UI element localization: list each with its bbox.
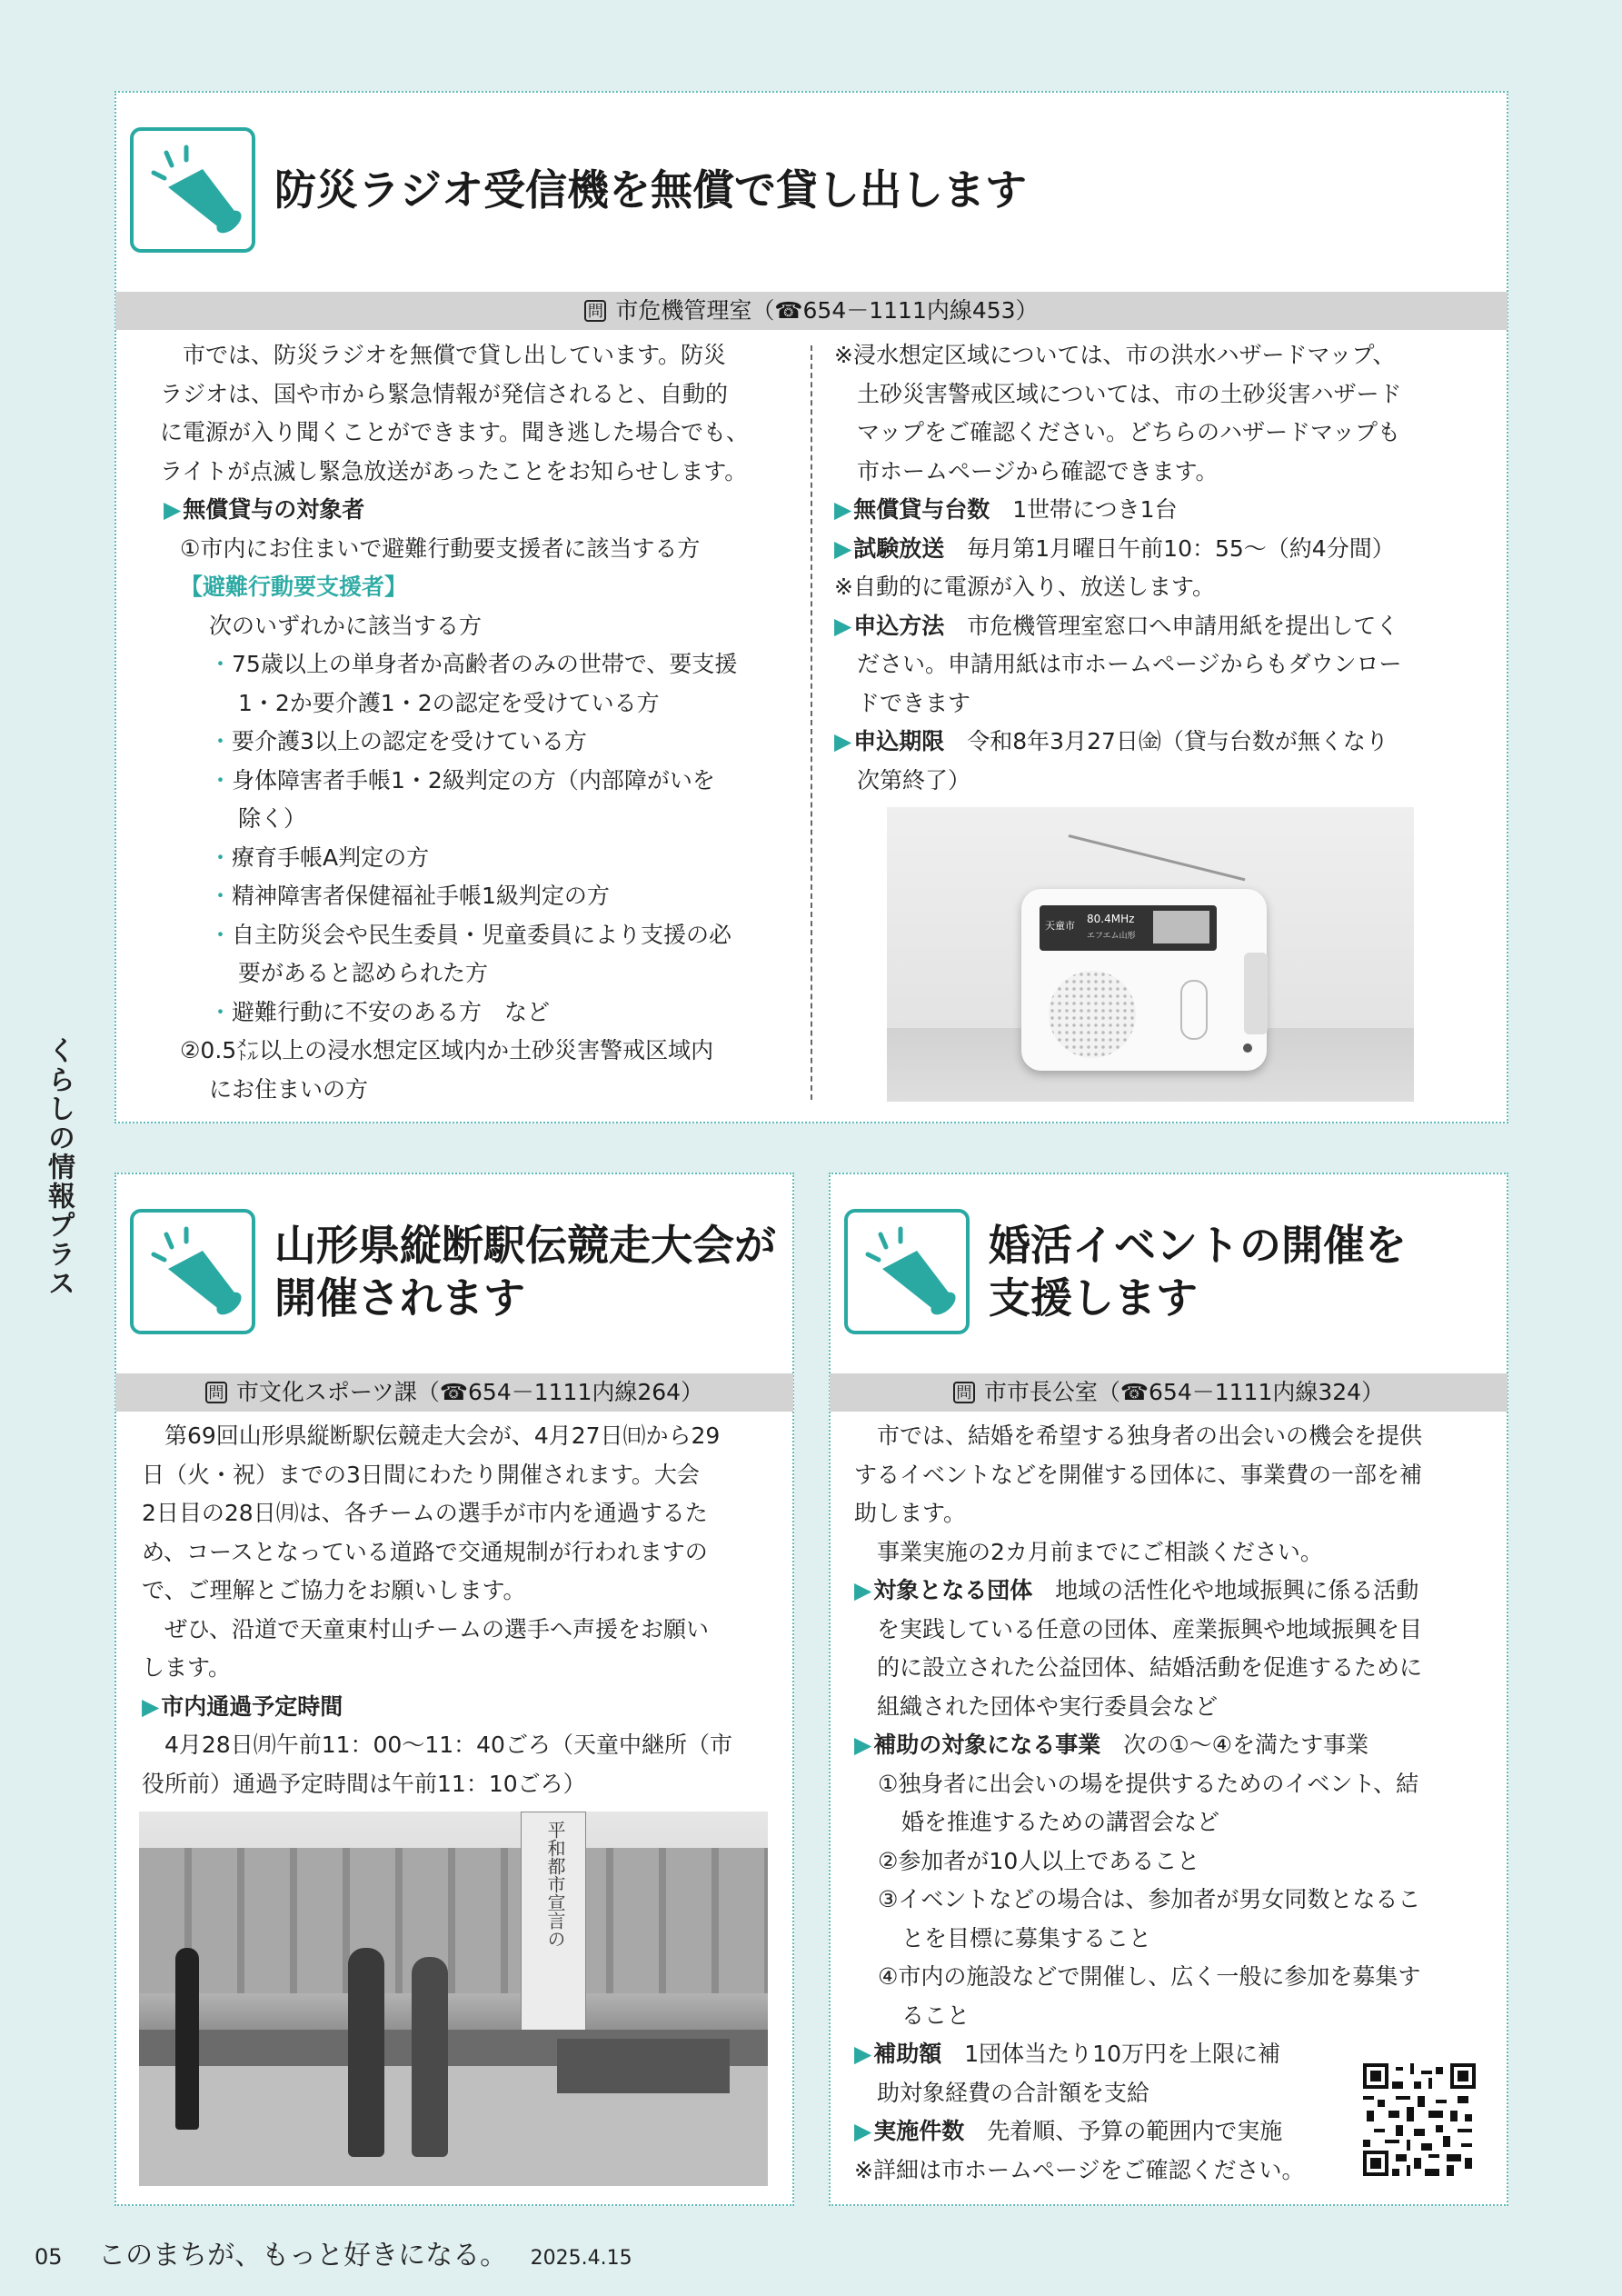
inquiry-icon: 問 <box>953 1382 975 1403</box>
footer-slogan: このまちが、もっと好きになる。 <box>98 2240 508 2271</box>
ekiden-body-line: 日（火・祝）までの3日間にわたり開催されます。大会 <box>142 1461 700 1488</box>
bullet-item: ・ 75歳以上の単身者か高齢者のみの世帯で、要支援 <box>160 645 807 684</box>
test-line: ▶ 試験放送 毎月第1月曜日午前10：55～（約4分間） <box>834 530 1488 569</box>
speaker-grille <box>1049 971 1136 1058</box>
runner-figure <box>412 1957 448 2157</box>
bullet-item-cont: 要があると認められた方 <box>238 960 489 986</box>
ekiden-body-line: します。 <box>142 1654 232 1681</box>
ekiden-title: 山形県縦断駅伝競走大会が 開催されます <box>274 1221 776 1323</box>
auto-power-note: ※自動的に電源が入り、放送します。 <box>834 574 1215 600</box>
runner-figure <box>348 1948 384 2157</box>
bullet-item-cont: 除く） <box>238 805 307 832</box>
megaphone-icon <box>844 1209 970 1334</box>
target-item-1: ①市内にお住まいで避難行動要支援者に該当する方 <box>180 534 701 562</box>
ekiden-body-line: 第69回山形県縦断駅伝競走大会が、4月27日㈰から29 <box>164 1423 721 1449</box>
inquiry-icon: 問 <box>584 300 606 322</box>
apply-line-cont: ださい。申請用紙は市ホームページからもダウンロー <box>857 651 1402 677</box>
time-line: 4月28日㈪午前11：00～11：40ごろ（天童中継所（市 <box>164 1732 732 1758</box>
support-bracket-label: 【避難行動要支援者】 <box>180 574 408 600</box>
radio-intro-line: に電源が入り聞くことができます。聞き逃した場合でも、 <box>160 419 750 445</box>
radio-photo <box>887 807 1414 1102</box>
apply-line: ▶ 申込方法 市危機管理室窓口へ申請用紙を提出してく <box>834 607 1488 646</box>
konkatsu-contact-text: 市市長公室（☎654－1111内線324） <box>983 1379 1385 1405</box>
hazard-note-line: 市ホームページから確認できます。 <box>857 457 1219 484</box>
bullet-item-cont: 1・2か要介護1・2の認定を受けている方 <box>238 689 660 716</box>
ekiden-body-line: ぜひ、沿道で天童東村山チームの選手へ声援をお願い <box>164 1615 710 1642</box>
project-item-cont: とを目標に募集すること <box>901 1924 1152 1952</box>
column-divider <box>811 345 812 1100</box>
megaphone-icon <box>130 1209 255 1334</box>
ekiden-body-line: で、ご理解とご協力をお願いします。 <box>142 1577 526 1603</box>
ekiden-photo <box>139 1812 768 2186</box>
radio-brand-label: 天童市 <box>1045 920 1075 932</box>
project-line: ▶ 補助の対象になる事業 次の①～④を満たす事業 <box>854 1726 1490 1765</box>
target-line: ▶ 対象となる団体 地域の活性化や地域振興に係る活動 <box>854 1572 1490 1611</box>
radio-freq-label: 80.4MHz <box>1087 913 1135 925</box>
project-item-cont: ること <box>901 2002 970 2029</box>
count-line: ▶ 実施件数 先着順、予算の範囲内で実施 <box>854 2112 1490 2151</box>
ekiden-sign-text: 平和都市宣言の <box>544 1821 566 1948</box>
ekiden-body-line: め、コースとなっている道路で交通規制が行われますの <box>142 1538 708 1565</box>
bullet-item: ・ 精神障害者保健福祉手帳1級判定の方 <box>160 877 807 916</box>
target-item-2: ②0.5㍍以上の浸水想定区域内か土砂災害警戒区域内 <box>180 1037 714 1063</box>
project-item: ③イベントなどの場合は、参加者が男女同数となるこ <box>878 1886 1421 1912</box>
project-item: ①独身者に出会いの場を提供するためのイベント、結 <box>878 1770 1419 1797</box>
footer-date: 2025.4.15 <box>530 2247 632 2270</box>
footer <box>35 2232 761 2272</box>
konkatsu-title: 婚活イベントの開催を 支援します <box>989 1221 1407 1323</box>
radio-device <box>1021 889 1267 1071</box>
inquiry-icon: 問 <box>205 1382 227 1403</box>
ekiden-contact-text: 市文化スポーツ課（☎654－1111内線264） <box>235 1379 704 1405</box>
target-line-cont: を実践している任意の団体、産業振興や地域振興を目 <box>877 1615 1423 1642</box>
radio-contact <box>115 292 1508 330</box>
consult-line: 事業実施の2カ月前までにご相談ください。 <box>877 1538 1323 1565</box>
side-label: くらしの情報プラス <box>43 1036 75 1298</box>
radio-sub-label: エフエム山形 <box>1087 932 1136 941</box>
konkatsu-intro-line: するイベントなどを開催する団体に、事業費の一部を補 <box>854 1461 1423 1488</box>
bullet-item: ・ 自主防災会や民生委員・児童委員により支援の必 <box>160 916 807 955</box>
radio-contact-text: 市危機管理室（☎654－1111内線453） <box>615 297 1039 324</box>
megaphone-icon <box>130 127 255 253</box>
konkatsu-contact <box>830 1373 1508 1412</box>
amount-line: ▶ 補助額 1団体当たり10万円を上限に補 <box>854 2035 1490 2074</box>
bullet-item: ・ 療育手帳A判定の方 <box>160 839 807 878</box>
radio-left-column <box>160 336 807 1109</box>
target-line-cont: 組織された団体や実行委員会など <box>877 1692 1219 1720</box>
time-heading: ▶ 市内通過予定時間 <box>142 1688 778 1727</box>
hazard-note-line: 土砂災害警戒区域については、市の土砂災害ハザード <box>857 380 1402 407</box>
qr-code[interactable] <box>1363 2063 1476 2176</box>
detail-note: ※詳細は市ホームページをご確認ください。 <box>854 2156 1305 2183</box>
radio-intro-line: ラジオは、国や市から緊急情報が発信されると、自動的 <box>160 380 729 407</box>
any-of-label: 次のいずれかに該当する方 <box>209 612 483 639</box>
amount-line-cont: 助対象経費の合計額を支給 <box>877 2079 1150 2106</box>
project-item: ②参加者が10人以上であること <box>878 1847 1200 1874</box>
bullet-item: ・ 避難行動に不安のある方 など <box>160 993 807 1033</box>
radio-intro-line: 市では、防災ラジオを無償で貸し出しています。防災 <box>183 342 727 368</box>
ekiden-body-line: 2日目の28日㈪は、各チームの選手が市内を通過するた <box>142 1500 708 1526</box>
deadline-line: ▶ 申込期限 令和8年3月27日㈮（貸与台数が無くなり <box>834 723 1488 762</box>
hazard-note-line: マップをご確認ください。どちらのハザードマップも <box>857 419 1401 445</box>
count-line: ▶ 無償貸与台数 1世帯につき1台 <box>834 491 1488 530</box>
target-item-2-cont: にお住まいの方 <box>209 1075 369 1103</box>
ekiden-contact <box>115 1373 793 1412</box>
konkatsu-intro-line: 市では、結婚を希望する独身者の出会いの機会を提供 <box>877 1423 1423 1449</box>
project-item: ④市内の施設などで開催し、広く一般に参加を募集す <box>878 1963 1421 1990</box>
project-item-cont: 婚を推進するための講習会など <box>901 1809 1220 1835</box>
ekiden-body <box>142 1417 778 1803</box>
radio-right-column <box>834 336 1488 800</box>
apply-line-cont: ドできます <box>857 689 971 716</box>
target-line-cont: 的に設立された公益団体、結婚活動を促進するために <box>877 1654 1423 1681</box>
target-heading: ▶ 無償貸与の対象者 <box>160 491 807 530</box>
hazard-note-line: ※浸水想定区域については、市の洪水ハザードマップ、 <box>834 342 1396 368</box>
bullet-item: ・ 要介護3以上の認定を受けている方 <box>160 723 807 762</box>
time-line: 役所前）通過予定時間は午前11：10ごろ） <box>142 1770 586 1797</box>
deadline-line-cont: 次第終了） <box>857 766 971 794</box>
bullet-item: ・ 身体障害者手帳1・2級判定の方（内部障がいを <box>160 762 807 801</box>
radio-intro-line: ライトが点滅し緊急放送があったことをお知らせします。 <box>160 457 748 484</box>
page-number: 05 <box>35 2244 63 2270</box>
konkatsu-intro-line: 助します。 <box>854 1500 967 1526</box>
radio-title: 防災ラジオ受信機を無償で貸し出します <box>274 165 1027 215</box>
